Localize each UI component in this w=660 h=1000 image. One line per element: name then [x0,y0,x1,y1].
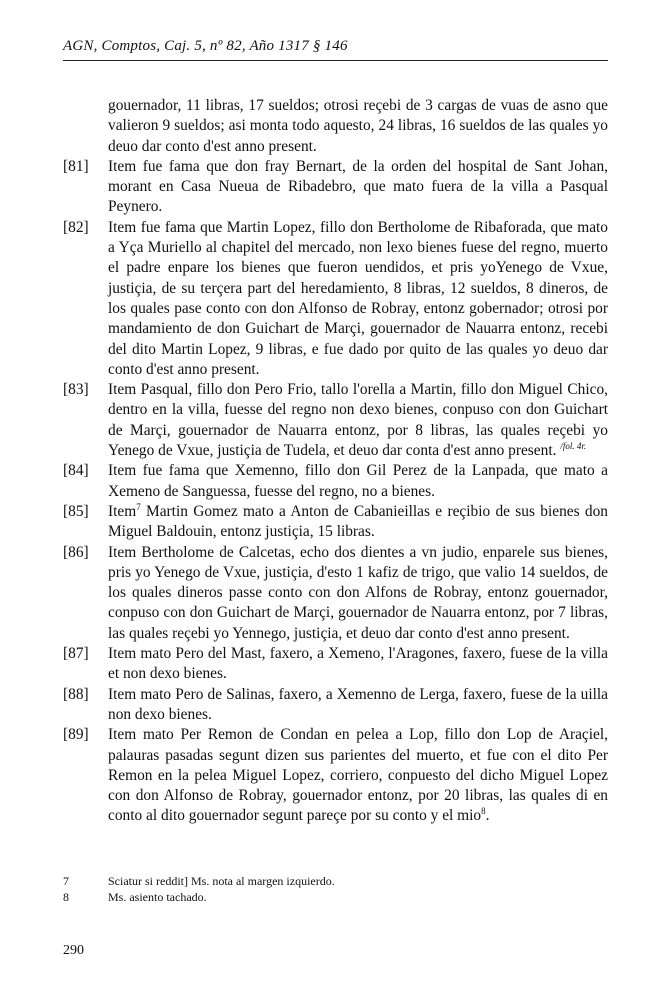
continuation-text: gouernador, 11 libras, 17 sueldos; otrosi reçebi de 3 cargas de vuas de asno que valieron 9 sueldos; asi monta todo aquesto, 24 libras, 16 sueldos de las quales yo deuo dar conto d'est anno present. [108,97,608,155]
entry-86 [63,543,608,644]
entry-number: [83] [63,381,89,399]
footnote [63,873,608,889]
footnote [63,889,608,905]
entry-text: Item mato Pero de Salinas, faxero, a Xemenno de Lerga, faxero, fuese de la uilla non dexo bienes. [108,685,608,723]
entry-text: Item mato Per Remon de Condan en pelea a Lop, fillo don Lop de Araçiel, palauras pasadas segunt dizen sus parientes del muerto, et fue con el dito Per Remon en la pelea Miguel Lopez, corriero, conpuesto del dicho Miguel Lopez con don Alfonso de Robray, gouernador entonz, por 20 libras, las quales di en conto al dito gouernador segunt pareçe por su conto y el mio [108,726,608,825]
footnote-ref: 8 [481,806,486,817]
entry-text: Item fue fama que don fray Bernart, de la orden del hospital de Sant Johan, morant en Casa Nueua de Ribadebro, que mato fuera de la villa a Pasqual Peynero. [108,157,608,216]
folio-marker: /fol. 4r. [560,440,587,451]
footnote-number: 8 [63,890,69,904]
entry-88 [63,685,608,726]
continuation-paragraph [63,96,608,157]
entry-81 [63,157,608,218]
header-rule [63,60,608,61]
entry-85 [63,502,608,543]
entry-text: Martin Gomez mato a Anton de Cabanieillas e reçibio de sus bienes don Miguel Baldouin, entonz justiçia, 15 libras. [108,502,608,541]
entry-number: [84] [63,462,89,480]
footnote-ref: 7 [136,501,141,512]
entry-text: Item Pasqual, fillo don Pero Frio, tallo l'orella a Martin, fillo don Miguel Chico, dentro en la villa, fuesse del regno non dexo bienes, conpuso con don Guichart de Marçi, gouernador de Nauarra entonz, por 8 libras, las quales reçebi yo Yenego de Vxue, justiçia de Tudela, et deuo dar conta d'est anno present. [108,381,608,460]
running-header: AGN, Comptos, Caj. 5, nº 82, Año 1317 § 146 [63,38,348,54]
entry-text: Item fue fama que Xemenno, fillo don Gil Perez de la Lanpada, que mato a Xemeno de Sanguessa, fuesse del regno, no a bienes. [108,462,608,500]
entry-text: Item fue fama que Martin Lopez, fillo don Bertholome de Ribaforada, que mato a Yça Muriello al chapitel del mercado, non lexo bienes fuese del regno, muerto el padre enpare los bienes que fueron uendidos, et pris yoYenego de Vxue, justiçia, de su terçera part del heredamiento, 8 libras, 12 sueldos, 8 dineros, de los quales pase conto con don Alfonso de Robray, entonz gobernador; otrosi por mandamiento de don Guichart de Marçi, gouernador de Nauarra entonz, recebi del dito Martin Lopez, 9 libras, e fue dado por quito de las quales yo deuo dar conto d'est anno present. [108,218,608,378]
entry-87 [63,644,608,685]
page-number: 290 [63,943,84,958]
footnotes [63,873,608,905]
entry-83 [63,380,608,461]
footnote-text: Ms. asiento tachado. [108,890,207,904]
footnote-text: Sciatur si reddit] Ms. nota al margen izquierdo. [108,874,335,888]
footnote-number: 7 [63,874,69,888]
entry-text-wrap [108,725,608,826]
entry-number: [81] [63,157,89,175]
entry-text-wrap [108,380,608,461]
entry-number: [86] [63,543,89,561]
entry-84 [63,461,608,502]
entry-number: [82] [63,218,89,236]
entry-number: [87] [63,645,89,663]
entry-number: [89] [63,726,89,744]
entry-89 [63,725,608,826]
entry-text-before: Item [108,502,137,520]
entry-text: Item Bertholome de Calcetas, echo dos dientes a vn judio, enparele sus bienes, pris yo Yenego de Vxue, justiçia, d'esto 1 kafiz de trigo, que valio 14 sueldos, de los quales dineros passe conto con don Alfons de Robray, entonz gouernador, conpuso con don Guichart de Marçi, gouernador de Nauarra entonz, por 7 libras, las quales reçebi yo Yennego, justiçia, et deuo dar conto d'est anno present. [108,543,608,642]
entry-text-wrap [108,502,608,543]
entry-number: [85] [63,502,89,520]
entry-text: Item mato Pero del Mast, faxero, a Xemeno, l'Aragones, faxero, fuese de la villa et non dexo bienes. [108,645,608,683]
entry-number: [88] [63,685,89,703]
entry-82 [63,218,608,380]
main-text [63,96,608,827]
entry-text-end: . [485,807,490,825]
